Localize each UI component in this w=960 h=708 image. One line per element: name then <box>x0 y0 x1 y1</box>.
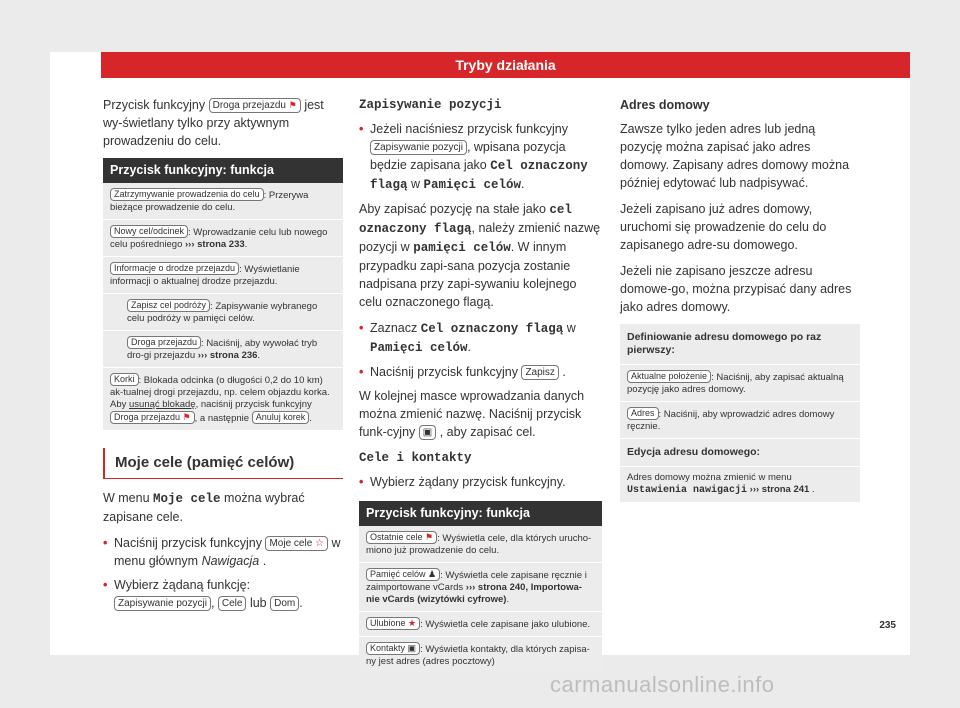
paragraph: W kolejnej masce wprowadzania danych można zmienić nazwę. Naciśnij przycisk funk-cyjny ▣ , aby zapisać cel. <box>359 389 585 439</box>
column-middle <box>359 96 602 683</box>
memory-icon: ♟ <box>428 569 437 579</box>
route-icon: ⚑ <box>288 100 297 110</box>
heading: Adres domowy <box>620 98 710 112</box>
section-title: Moje cele (pamięć celów) <box>103 448 343 479</box>
table-row: Ulubione ★ : Wyświetla cele zapisane jako ulubione. <box>359 612 602 637</box>
table-row: Ostatnie cele ⚑ : Wyświetla cele, dla których urucho-miono już prowadzenie do celu. <box>359 526 602 563</box>
bullet-item: • Naciśnij przycisk funkcyjny Zapisz . <box>359 363 602 381</box>
box-title: Definiowanie adresu domowego po raz pierwszy: <box>627 331 822 356</box>
paragraph: Jeżeli zapisano już adres domowy, uruchomi się prowadzenie do celu do zapisanego adre-su domowego. <box>620 202 827 252</box>
paragraph: Aby zapisać pozycję na stałe jako cel oznaczony flagą, należy zmienić nazwę pozycji w pamięci celów. W innym przypadku zapi-sana pozycja zostanie nadpisana przy zapi-sywaniu kolejnego celu oznaczonego flagą. <box>359 202 601 309</box>
paragraph: Jeżeli nie zapisano jeszcze adresu domowe-go, można przypisać dany adres jako adres domowy. <box>620 264 852 314</box>
bullet-item: • Naciśnij przycisk funkcyjny Moje cele ☆ w menu głównym Nawigacja . <box>103 534 343 570</box>
table-row: Droga przejazdu : Naciśnij, aby wywołać tryb dro-gi przejazdu ››› strona 236. <box>103 331 343 368</box>
table-row: Korki : Blokada odcinka (o długości 0,2 do 10 km) ak-tualnej drogi przejazdu, np. celem objazdu korka. Aby usunąć blokadę, naciśnij przycisk funkcyjny Droga przejazdu ⚑ , a następnie Anuluj korek . <box>110 374 330 424</box>
watermark: carmanualsonline.info <box>550 672 775 697</box>
table-row: Informacje o drodze przejazdu : Wyświetlanie informacji o aktualnej drodze przejazdu. <box>103 257 343 294</box>
table-row: Kontakty ▣ : Wyświetla kontakty, dla których zapisa-ny jest adres (adres pocztowy) <box>366 643 590 667</box>
bullet-item: • Wybierz żądany przycisk funkcyjny. <box>359 473 602 491</box>
favorite-icon: ★ <box>408 618 417 628</box>
box-row: Aktualne położenie : Naciśnij, aby zapisać aktualną pozycję jako adres domowy. <box>620 364 860 401</box>
route-icon: ⚑ <box>182 412 191 422</box>
bullet-item: • Zaznacz Cel oznaczony flagą w Pamięci celów. <box>359 319 602 357</box>
table-row: Nowy cel/odcinek : Wprowadzanie celu lub nowego celu pośredniego ››› strona 233. <box>103 220 343 257</box>
star-icon: ☆ <box>315 538 325 549</box>
table-row: Zatrzymywanie prowadzenia do celu : Przerywa bieżące prowadzenie do celu. <box>103 183 343 220</box>
column-right <box>620 96 860 502</box>
heading: Zapisywanie pozycji <box>359 98 502 112</box>
home-address-box <box>620 324 860 502</box>
heading: Cele i kontakty <box>359 451 472 465</box>
route-button-ref: Droga przejazdu ⚑ <box>209 98 301 113</box>
box-row: Adres : Naciśnij, aby wprowadzić adres domowy ręcznie. <box>620 401 860 438</box>
table-row: Zapisz cel podróży : Zapisywanie wybranego celu podróży w pamięci celów. <box>103 294 343 331</box>
table-title: Przycisk funkcyjny: funkcja <box>103 158 343 183</box>
table-title: Przycisk funkcyjny: funkcja <box>359 501 602 526</box>
history-icon: ⚑ <box>425 532 434 542</box>
paragraph: W menu Moje cele można wybrać zapisane cele. <box>103 491 305 524</box>
bullet-item: • Jeżeli naciśniesz przycisk funkcyjny Zapisywanie pozycji , wpisana pozycja będzie zapisana jako Cel oznaczony flagą w Pamięci celów. <box>359 120 602 194</box>
paragraph: Zawsze tylko jeden adres lub jedną pozycję można zapisać jako adres domowy. Zapisany adres domowy można później edytować lub nadpisywać. <box>620 122 850 190</box>
page-header: Tryby działania <box>101 52 910 78</box>
box-title: Edycja adresu domowego: <box>620 438 860 466</box>
bullet-item: • Wybierz żądaną funkcję: Zapisywanie pozycji , Cele lub Dom . <box>103 576 343 612</box>
intro-paragraph: Przycisk funkcyjny Droga przejazdu ⚑ jest wy-świetlany tylko przy aktywnym prowadzeniu do celu. <box>103 98 324 148</box>
function-table-route <box>103 158 343 430</box>
manual-page <box>50 52 910 667</box>
table-row: Pamięć celów ♟ : Wyświetla cele zapisane ręcznie i zaimportowane vCards ››› strona 240, Importowa-nie vCards (wizytówki cyfrowe). <box>359 563 602 612</box>
box-row: Adres domowy można zmienić w menu Ustawienia nawigacji ››› strona 241 . <box>620 466 860 502</box>
column-left <box>103 96 343 618</box>
save-icon: ▣ <box>419 425 436 440</box>
contact-icon: ▣ <box>407 643 417 653</box>
page-number: 235 <box>879 620 896 631</box>
function-table-targets <box>359 501 602 673</box>
